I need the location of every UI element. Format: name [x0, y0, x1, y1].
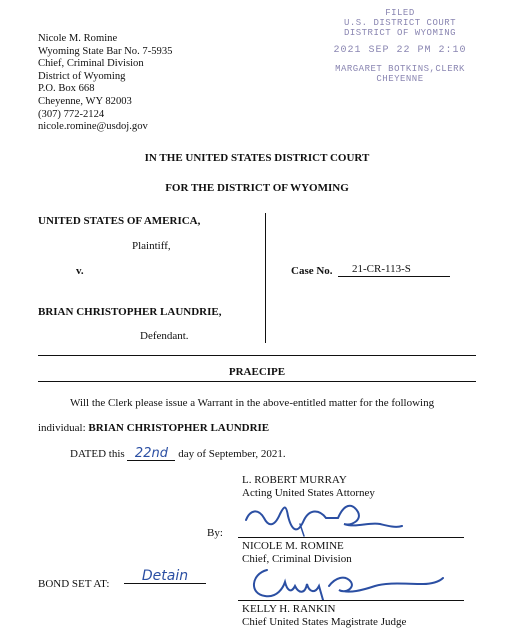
signer-name: NICOLE M. ROMINE — [242, 540, 344, 552]
romine-signature-line — [238, 537, 464, 538]
caption-divider — [265, 213, 266, 343]
attorney-line: Chief, Criminal Division — [38, 58, 144, 70]
attorney-block — [38, 33, 172, 134]
versus: v. — [76, 265, 84, 277]
dated-line — [70, 447, 286, 461]
praecipe-title: PRAECIPE — [228, 366, 286, 378]
filed-stamp — [300, 8, 500, 84]
plaintiff-role: Plaintiff, — [132, 240, 171, 252]
attorney-title: Acting United States Attorney — [242, 487, 375, 499]
case-number: 21-CR-113-S — [352, 263, 411, 275]
stamp-court: U.S. DISTRICT COURT — [343, 18, 457, 28]
by-label: By: — [207, 527, 223, 539]
judge-name: KELLY H. RANKIN — [242, 603, 336, 615]
stamp-filed: FILED — [385, 8, 415, 18]
dated-prefix: DATED this — [70, 448, 125, 460]
case-number-underline — [338, 276, 450, 277]
stamp-datetime: 2021 SEP 22 PM 2:10 — [333, 45, 467, 56]
district-title: FOR THE DISTRICT OF WYOMING — [165, 182, 349, 194]
attorney-name: L. ROBERT MURRAY — [242, 474, 347, 486]
rule-top — [38, 355, 476, 356]
stamp-city: CHEYENNE — [376, 74, 424, 84]
attorney-line: P.O. Box 668 — [38, 83, 95, 95]
attorney-line: Wyoming State Bar No. 7-5935 — [38, 45, 173, 57]
bond-label: BOND SET AT: — [38, 578, 110, 590]
rankin-signature — [245, 560, 445, 602]
defendant-name: BRIAN CHRISTOPHER LAUNDRIE, — [38, 306, 222, 318]
defendant-role: Defendant. — [140, 330, 189, 342]
individual-label: individual: — [38, 422, 86, 434]
attorney-line: Cheyenne, WY 82003 — [38, 95, 132, 107]
individual-name: BRIAN CHRISTOPHER LAUNDRIE — [88, 422, 270, 434]
attorney-line: Nicole M. Romine — [38, 33, 118, 44]
attorney-line: District of Wyoming — [38, 70, 126, 82]
signer-title: Chief, Criminal Division — [242, 553, 352, 565]
stamp-clerk: MARGARET BOTKINS,CLERK — [335, 64, 465, 74]
bond-value: Detain — [124, 570, 206, 584]
attorney-line: nicole.romine@usdoj.gov — [38, 121, 148, 133]
body-line-2 — [38, 422, 269, 435]
rule-bottom — [38, 381, 476, 382]
stamp-district: DISTRICT OF WYOMING — [343, 28, 457, 38]
dated-day: 22nd — [127, 447, 175, 461]
attorney-line: (307) 772-2124 — [38, 108, 105, 120]
plaintiff-name: UNITED STATES OF AMERICA, — [38, 215, 201, 227]
judge-title: Chief United States Magistrate Judge — [242, 616, 407, 628]
rankin-signature-line — [238, 600, 464, 601]
case-number-label: Case No. — [291, 265, 333, 277]
body-line-1: Will the Clerk please issue a Warrant in the above-entitled matter for the following — [70, 397, 435, 409]
romine-signature — [240, 494, 405, 538]
court-title: IN THE UNITED STATES DISTRICT COURT — [144, 152, 370, 164]
dated-suffix: day of September, 2021. — [178, 448, 286, 460]
